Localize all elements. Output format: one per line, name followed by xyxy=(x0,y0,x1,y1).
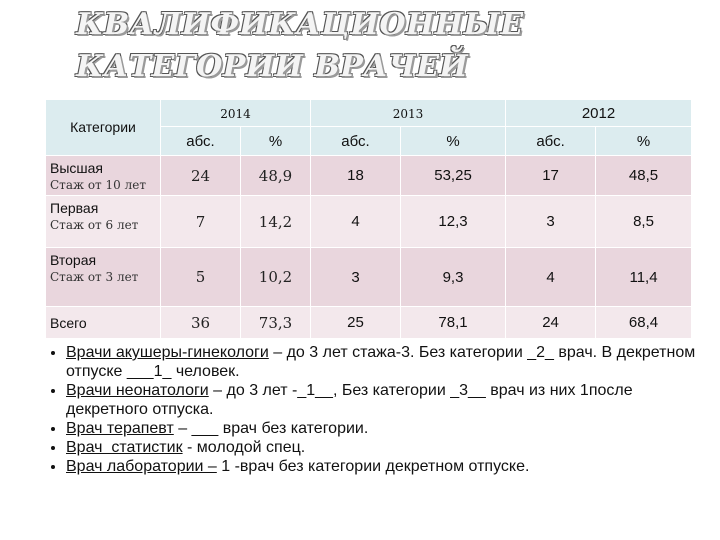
cell-value: 10,2 xyxy=(241,248,311,307)
header-row-years xyxy=(46,100,692,127)
cell-value: 68,4 xyxy=(596,307,692,339)
table-row-highest xyxy=(46,156,692,196)
cell-value: 53,25 xyxy=(401,156,506,196)
cell-value: 24 xyxy=(506,307,596,339)
category-header: Категории xyxy=(70,119,136,135)
subheader-abs-2013: абс. xyxy=(311,127,401,156)
cell-value: 17 xyxy=(506,156,596,196)
year-header-2012: 2012 xyxy=(506,100,692,127)
row-category-first: Первая Стаж от 6 лет xyxy=(46,196,161,248)
cell-value: 48,5 xyxy=(596,156,692,196)
cell-value: 11,4 xyxy=(596,248,692,307)
subheader-pct-2012: % xyxy=(596,127,692,156)
subheader-pct-2014: % xyxy=(241,127,311,156)
year-header-2013: 2013 xyxy=(311,100,506,127)
table-row-second xyxy=(46,248,692,307)
row-category-total: Всего xyxy=(46,307,161,339)
category-header-cell xyxy=(46,100,161,156)
cell-value: 9,3 xyxy=(401,248,506,307)
cell-value: 25 xyxy=(311,307,401,339)
notes-list xyxy=(40,343,716,476)
subheader-pct-2013: % xyxy=(401,127,506,156)
cell-value: 73,3 xyxy=(241,307,311,339)
cell-value: 48,9 xyxy=(241,156,311,196)
cell-value: 14,2 xyxy=(241,196,311,248)
row-category-second: Вторая Стаж от 3 лет xyxy=(46,248,161,307)
cell-value: 7 xyxy=(161,196,241,248)
cell-value: 12,3 xyxy=(401,196,506,248)
title-line-1: КВАЛИФИКАЦИОННЫЕ xyxy=(76,7,524,42)
year-header-2014: 2014 xyxy=(161,100,311,127)
list-item: • Врач лаборатории – 1 -врач без категории декретном отпуске. xyxy=(66,457,716,476)
cell-value: 8,5 xyxy=(596,196,692,248)
cell-value: 5 xyxy=(161,248,241,307)
title-line-2: КАТЕГОРИИ ВРАЧЕЙ xyxy=(76,49,469,84)
cell-value: 3 xyxy=(506,196,596,248)
cell-value: 3 xyxy=(311,248,401,307)
cell-value: 4 xyxy=(506,248,596,307)
cell-value: 36 xyxy=(161,307,241,339)
row-category-highest: Высшая Стаж от 10 лет xyxy=(46,156,161,196)
list-item: • Врач терапевт – ___ врач без категории. xyxy=(66,419,716,438)
qualification-table xyxy=(45,99,692,339)
subheader-abs-2012: абс. xyxy=(506,127,596,156)
cell-value: 24 xyxy=(161,156,241,196)
table-row-first xyxy=(46,196,692,248)
list-item: • Врачи акушеры-гинекологи – до 3 лет стажа-3. Без категории _2_ врач. В декретном отпуске ___1_ человек. xyxy=(66,343,716,381)
cell-value: 18 xyxy=(311,156,401,196)
page-title xyxy=(76,4,676,88)
cell-value: 4 xyxy=(311,196,401,248)
table-row-total xyxy=(46,307,692,339)
subheader-abs-2014: абс. xyxy=(161,127,241,156)
list-item: • Врач статистик - молодой спец. xyxy=(66,438,716,457)
cell-value: 78,1 xyxy=(401,307,506,339)
list-item: • Врачи неонатологи – до 3 лет -_1__, Без категории _3__ врач из них 1после декретного отпуска. xyxy=(66,381,716,419)
